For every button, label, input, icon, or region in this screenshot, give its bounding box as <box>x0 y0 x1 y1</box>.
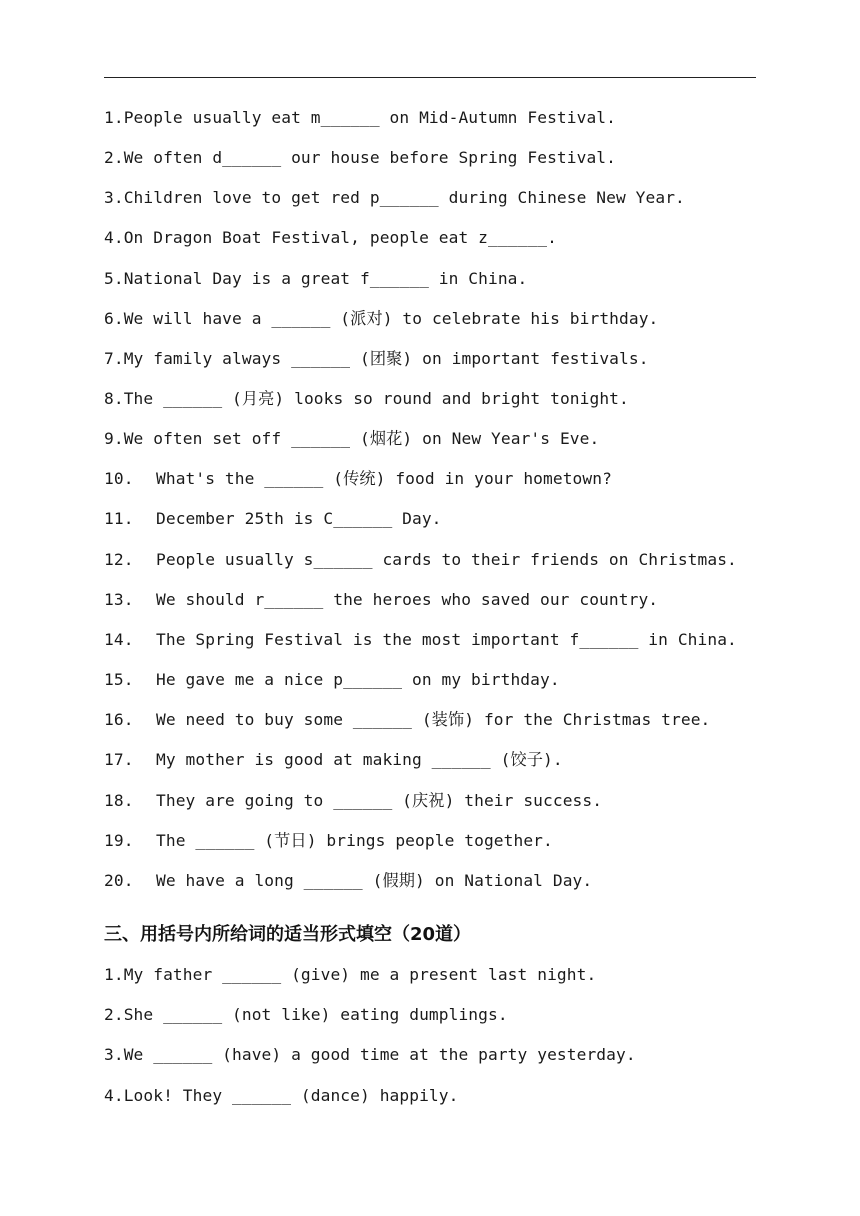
section-heading: 三、用括号内所给词的适当形式填空（20道） <box>104 924 472 945</box>
question-item <box>104 1003 508 1027</box>
question-number: 20. <box>104 871 134 890</box>
question-item <box>104 628 737 652</box>
question-number: 4. <box>104 1086 124 1105</box>
question-number: 19. <box>104 831 134 850</box>
question-text: The ______ (节日) brings people together. <box>156 831 553 850</box>
question-text: We will have a ______ (派对) to celebrate his birthday. <box>123 309 659 328</box>
question-text: Look! They ______ (dance) happily. <box>123 1086 459 1105</box>
question-number: 7. <box>104 349 124 368</box>
question-item <box>104 106 616 130</box>
question-text: My mother is good at making ______ (饺子). <box>156 750 563 769</box>
question-item <box>104 226 557 250</box>
question-item <box>104 347 649 371</box>
question-item <box>104 427 599 451</box>
question-number: 11. <box>104 509 134 528</box>
question-number: 2. <box>104 148 124 167</box>
question-item <box>104 507 442 531</box>
question-number: 9. <box>104 429 124 448</box>
question-item <box>104 963 596 987</box>
question-number: 13. <box>104 590 134 609</box>
question-text: We often d______ our house before Spring Festival. <box>123 148 616 167</box>
question-item <box>104 146 616 170</box>
question-text: What's the ______ (传统) food in your hometown? <box>156 469 612 488</box>
question-text: We ______ (have) a good time at the party yesterday. <box>123 1045 636 1064</box>
question-text: People usually eat m______ on Mid-Autumn Festival. <box>123 108 616 127</box>
question-item <box>104 1043 636 1067</box>
question-text: We should r______ the heroes who saved our country. <box>156 590 659 609</box>
question-number: 6. <box>104 309 124 328</box>
question-text: People usually s______ cards to their friends on Christmas. <box>156 550 737 569</box>
question-item <box>104 829 553 853</box>
question-text: She ______ (not like) eating dumplings. <box>123 1005 508 1024</box>
question-number: 18. <box>104 791 134 810</box>
question-text: The Spring Festival is the most important f______ in China. <box>156 630 737 649</box>
question-text: Children love to get red p______ during Chinese New Year. <box>123 188 685 207</box>
question-item <box>104 748 563 772</box>
question-text: My family always ______ (团聚) on important festivals. <box>123 349 649 368</box>
question-item <box>104 548 737 572</box>
question-number: 4. <box>104 228 124 247</box>
question-item <box>104 588 658 612</box>
question-number: 8. <box>104 389 124 408</box>
question-item <box>104 1084 458 1108</box>
question-text: We need to buy some ______ (装饰) for the Christmas tree. <box>156 710 711 729</box>
question-number: 12. <box>104 550 134 569</box>
question-text: My father ______ (give) me a present last night. <box>123 965 597 984</box>
question-item <box>104 789 602 813</box>
question-text: They are going to ______ (庆祝) their success. <box>156 791 603 810</box>
question-item <box>104 668 560 692</box>
header-rule <box>104 77 756 78</box>
question-text: December 25th is C______ Day. <box>156 509 442 528</box>
question-item <box>104 307 658 331</box>
question-item <box>104 708 710 732</box>
question-number: 15. <box>104 670 134 689</box>
question-number: 14. <box>104 630 134 649</box>
question-item <box>104 267 527 291</box>
question-number: 10. <box>104 469 134 488</box>
question-text: On Dragon Boat Festival, people eat z______. <box>123 228 557 247</box>
question-text: He gave me a nice p______ on my birthday. <box>156 670 560 689</box>
question-number: 1. <box>104 108 124 127</box>
question-item <box>104 387 629 411</box>
question-text: We have a long ______ (假期) on National Day. <box>156 871 593 890</box>
question-text: We often set off ______ (烟花) on New Year's Eve. <box>123 429 600 448</box>
question-text: National Day is a great f______ in China. <box>123 269 528 288</box>
question-number: 3. <box>104 1045 124 1064</box>
question-number: 3. <box>104 188 124 207</box>
question-number: 2. <box>104 1005 124 1024</box>
question-number: 16. <box>104 710 134 729</box>
question-number: 17. <box>104 750 134 769</box>
question-text: The ______ (月亮) looks so round and bright tonight. <box>123 389 629 408</box>
question-item <box>104 186 685 210</box>
question-item <box>104 869 592 893</box>
question-item <box>104 467 612 491</box>
question-number: 1. <box>104 965 124 984</box>
question-number: 5. <box>104 269 124 288</box>
